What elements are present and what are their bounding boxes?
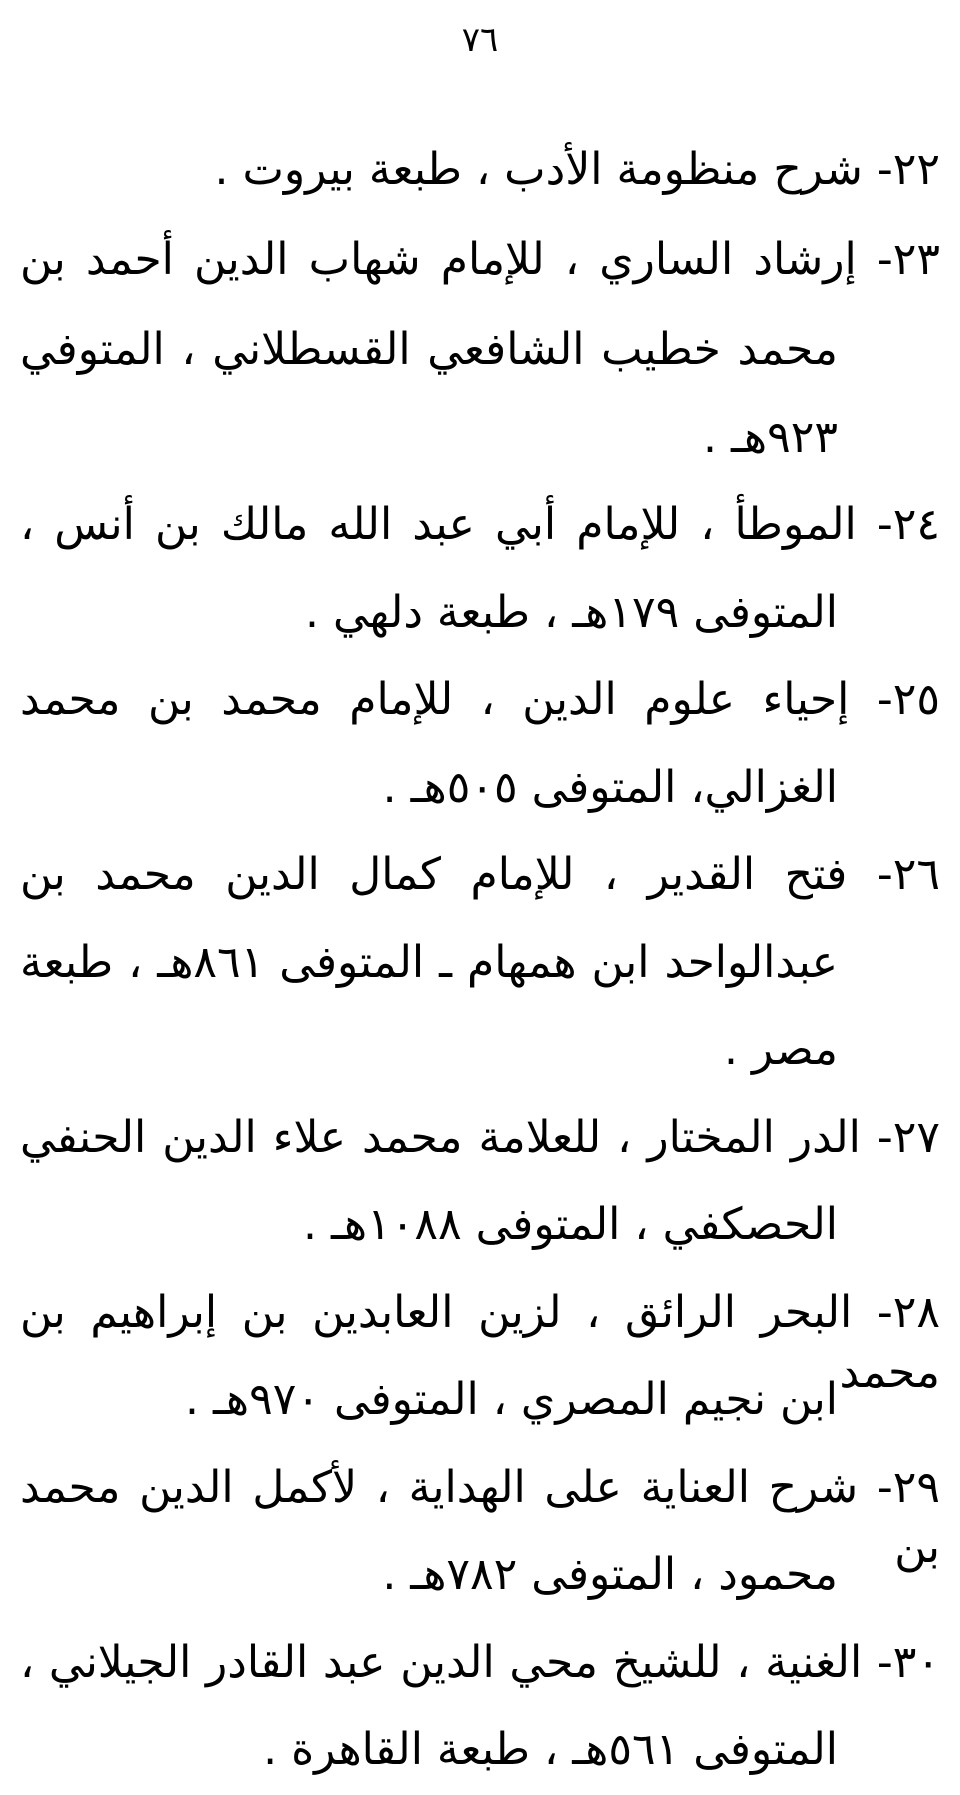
- bibliography-line: ٢٥- إحياء علوم الدين ، للإمام محمد بن محمد: [20, 674, 940, 725]
- bibliography-line: محمد خطيب الشافعي القسطلاني ، المتوفي: [20, 324, 838, 375]
- bibliography-line: الحصكفي ، المتوفى ١٠٨٨هـ .: [303, 1199, 838, 1250]
- bibliography-line: ٢٣- إرشاد الساري ، للإمام شهاب الدين أحمد بن: [20, 234, 940, 285]
- bibliography-line: ٢٤- الموطأ ، للإمام أبي عبد الله مالك بن أنس ،: [20, 499, 940, 550]
- bibliography-line: الغزالي، المتوفى ٥٠٥هـ .: [382, 762, 838, 813]
- bibliography-line: ٣٠- الغنية ، للشيخ محي الدين عبد القادر الجيلاني ،: [20, 1637, 940, 1688]
- bibliography-line: عبدالواحد ابن همهام ـ المتوفى ٨٦١هـ ، طبعة: [20, 937, 838, 988]
- bibliography-line: ٢٢- شرح منظومة الأدب ، طبعة بيروت .: [214, 144, 940, 195]
- bibliography-line: المتوفى ٥٦١هـ ، طبعة القاهرة .: [263, 1724, 838, 1775]
- bibliography-line: ٢٨- البحر الرائق ، لزين العابدين بن إبراهيم بن محمد: [20, 1287, 940, 1398]
- bibliography-line: مصر .: [724, 1024, 838, 1075]
- bibliography-line: محمود ، المتوفى ٧٨٢هـ .: [382, 1549, 838, 1600]
- bibliography-line: ٢٩- شرح العناية على الهداية ، لأكمل الدين محمد بن: [20, 1462, 940, 1573]
- bibliography-line: ٢٦- فتح القدير ، للإمام كمال الدين محمد بن: [20, 849, 940, 900]
- bibliography-line: ٢٧- الدر المختار ، للعلامة محمد علاء الدين الحنفي: [20, 1112, 940, 1163]
- page-number: ٧٦: [461, 20, 499, 60]
- bibliography-line: المتوفى ١٧٩هـ ، طبعة دلهي .: [305, 587, 838, 638]
- bibliography-line: ٩٢٣هـ .: [703, 412, 838, 463]
- bibliography-line: ابن نجيم المصري ، المتوفى ٩٧٠هـ .: [184, 1374, 838, 1425]
